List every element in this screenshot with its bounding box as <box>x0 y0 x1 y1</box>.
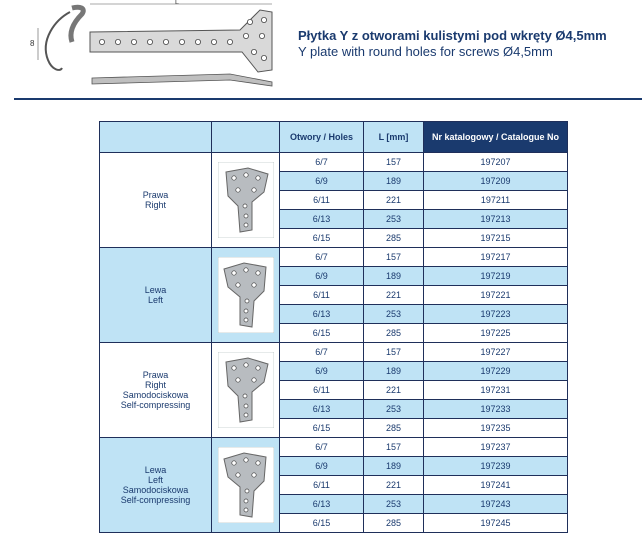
length-cell: 253 <box>364 495 424 514</box>
catalog-number-cell: 197219 <box>424 267 568 286</box>
header-catalog-number: Nr katalogowy / Catalogue No <box>424 122 568 153</box>
length-cell: 253 <box>364 400 424 419</box>
catalog-number-cell: 197231 <box>424 381 568 400</box>
title-block <box>298 28 638 60</box>
length-cell: 285 <box>364 229 424 248</box>
table-row <box>100 248 568 267</box>
group-label-line: Right <box>144 200 166 210</box>
group-label-line: Prawa <box>142 190 169 200</box>
length-cell: 285 <box>364 514 424 533</box>
table-row <box>100 153 568 172</box>
plate-photo-icon <box>218 352 274 428</box>
holes-cell: 6/7 <box>280 153 364 172</box>
catalog-number-cell: 197213 <box>424 210 568 229</box>
catalog-table <box>99 121 568 533</box>
group-label-line: Self-compressing <box>120 495 191 505</box>
length-cell: 157 <box>364 343 424 362</box>
holes-cell: 6/7 <box>280 248 364 267</box>
holes-cell: 6/11 <box>280 191 364 210</box>
group-image <box>212 248 280 343</box>
dimension-length-label: L <box>175 0 179 6</box>
length-cell: 221 <box>364 286 424 305</box>
catalog-number-cell: 197233 <box>424 400 568 419</box>
length-cell: 221 <box>364 381 424 400</box>
holes-cell: 6/13 <box>280 495 364 514</box>
holes-cell: 6/13 <box>280 400 364 419</box>
length-cell: 285 <box>364 419 424 438</box>
catalog-number-cell: 197223 <box>424 305 568 324</box>
catalog-number-cell: 197227 <box>424 343 568 362</box>
holes-cell: 6/15 <box>280 514 364 533</box>
holes-cell: 6/11 <box>280 286 364 305</box>
length-cell: 189 <box>364 457 424 476</box>
length-cell: 157 <box>364 248 424 267</box>
length-cell: 221 <box>364 191 424 210</box>
holes-cell: 6/9 <box>280 362 364 381</box>
plate-photo-icon <box>218 162 274 238</box>
group-label-line: Lewa <box>144 285 167 295</box>
catalog-number-cell: 197211 <box>424 191 568 210</box>
catalog-number-cell: 197209 <box>424 172 568 191</box>
header-divider <box>14 98 642 100</box>
length-cell: 189 <box>364 172 424 191</box>
title-english: Y plate with round holes for screws Ø4,5mm <box>298 44 553 59</box>
length-cell: 285 <box>364 324 424 343</box>
header-holes: Otwory / Holes <box>280 122 364 153</box>
group-label-line: Self-compressing <box>120 400 191 410</box>
length-cell: 253 <box>364 305 424 324</box>
plate-photo-icon <box>218 447 274 523</box>
table-header-row <box>100 122 568 153</box>
group-label <box>100 343 212 438</box>
catalog-number-cell: 197229 <box>424 362 568 381</box>
group-label-line: Samodociskowa <box>122 485 189 495</box>
length-cell: 189 <box>364 362 424 381</box>
group-label <box>100 153 212 248</box>
holes-cell: 6/7 <box>280 343 364 362</box>
catalog-number-cell: 197243 <box>424 495 568 514</box>
catalog-number-cell: 197245 <box>424 514 568 533</box>
header-group-empty <box>100 122 212 153</box>
group-image <box>212 153 280 248</box>
catalog-number-cell: 197235 <box>424 419 568 438</box>
catalog-number-cell: 197221 <box>424 286 568 305</box>
catalog-number-cell: 197225 <box>424 324 568 343</box>
catalog-number-cell: 197207 <box>424 153 568 172</box>
dimension-height-label: 8 <box>30 39 35 48</box>
plate-photo-icon <box>218 257 274 333</box>
header-image-empty <box>212 122 280 153</box>
group-image <box>212 343 280 438</box>
holes-cell: 6/7 <box>280 438 364 457</box>
group-label-line: Prawa <box>142 370 169 380</box>
holes-cell: 6/9 <box>280 172 364 191</box>
table-row <box>100 438 568 457</box>
catalog-number-cell: 197241 <box>424 476 568 495</box>
length-cell: 221 <box>364 476 424 495</box>
length-cell: 189 <box>364 267 424 286</box>
catalog-number-cell: 197217 <box>424 248 568 267</box>
group-label <box>100 438 212 533</box>
header-length: L [mm] <box>364 122 424 153</box>
catalog-number-cell: 197237 <box>424 438 568 457</box>
table-row <box>100 343 568 362</box>
holes-cell: 6/15 <box>280 324 364 343</box>
length-cell: 157 <box>364 153 424 172</box>
holes-cell: 6/11 <box>280 381 364 400</box>
group-label <box>100 248 212 343</box>
group-label-line: Right <box>144 380 166 390</box>
catalog-number-cell: 197215 <box>424 229 568 248</box>
plate-technical-drawing <box>10 0 280 95</box>
holes-cell: 6/11 <box>280 476 364 495</box>
holes-cell: 6/13 <box>280 210 364 229</box>
group-label-line: Lewa <box>144 465 167 475</box>
group-image <box>212 438 280 533</box>
holes-cell: 6/9 <box>280 267 364 286</box>
catalog-number-cell: 197239 <box>424 457 568 476</box>
holes-cell: 6/15 <box>280 229 364 248</box>
holes-cell: 6/9 <box>280 457 364 476</box>
group-label-line: Left <box>147 295 163 305</box>
length-cell: 157 <box>364 438 424 457</box>
holes-cell: 6/15 <box>280 419 364 438</box>
length-cell: 253 <box>364 210 424 229</box>
holes-cell: 6/13 <box>280 305 364 324</box>
group-label-line: Samodociskowa <box>122 390 189 400</box>
title-polish: Płytka Y z otworami kulistymi pod wkręty Ø4,5mm <box>298 28 607 43</box>
group-label-line: Left <box>147 475 163 485</box>
